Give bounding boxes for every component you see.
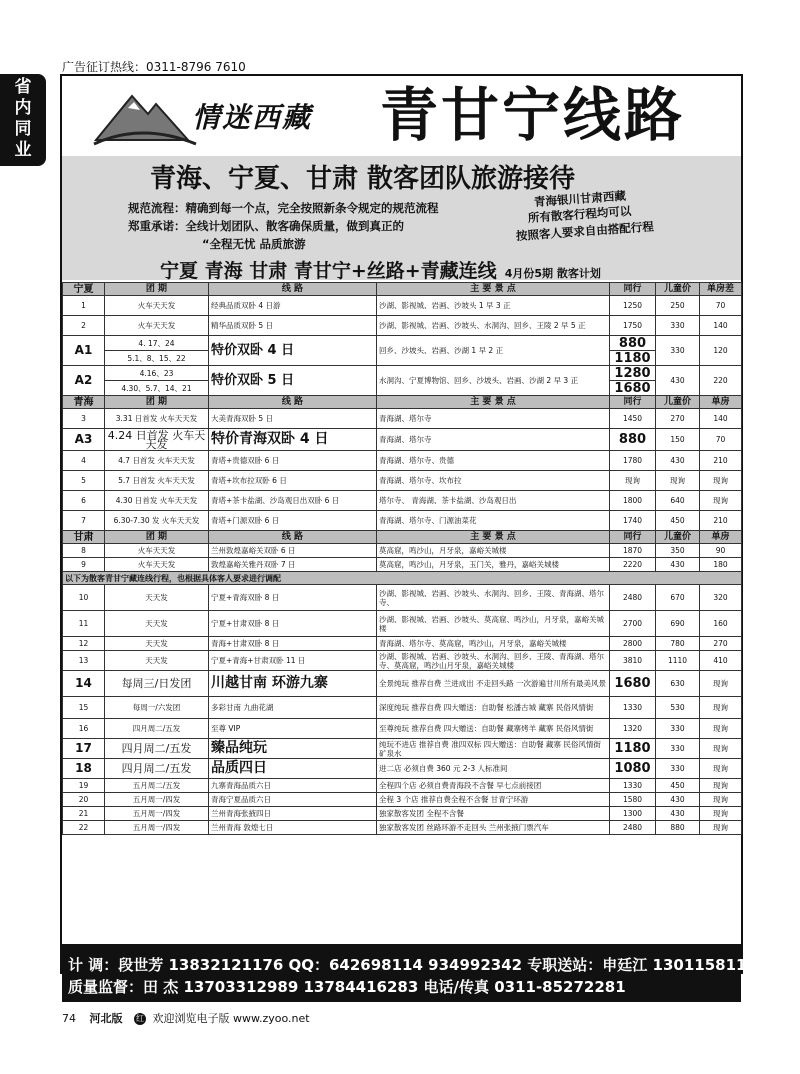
route-sights: 青海湖、塔尔寺、坎布拉 [377, 471, 610, 491]
room-supplement: 现询 [700, 491, 742, 511]
room-supplement: 现询 [700, 779, 742, 793]
promo-subtitle [160, 256, 601, 283]
table-row [63, 719, 742, 739]
route-sights: 全程 3 个店 推荐自费全程不含餐 甘青宁环游 [377, 793, 610, 807]
route-date: 四月周二/五发 [105, 759, 209, 779]
column-header: 同行 [610, 531, 656, 544]
contact-bar [62, 944, 768, 1002]
route-sights: 深度纯玩 推荐自费 四大赠送：自助餐 松潘古城 藏寨 民俗风情街 [377, 697, 610, 719]
route-sights: 莫高窟，鸣沙山，月牙泉，嘉峪关城楼 [377, 544, 610, 558]
table-row [63, 572, 742, 585]
column-header: 线 路 [209, 531, 377, 544]
route-name: 大美青海双卧 5 日 [209, 409, 377, 429]
route-code: 21 [63, 807, 105, 821]
price: 1280 [610, 366, 656, 381]
promo-note: 所有散客行程均可以 [527, 203, 632, 225]
child-price: 430 [656, 558, 700, 572]
routes-table-body [63, 283, 742, 835]
mountain-logo-icon [92, 82, 202, 148]
table-row [63, 366, 742, 381]
route-date: 6.30-7.30 发 火车天天发 [105, 511, 209, 531]
room-supplement: 140 [700, 409, 742, 429]
route-sights: 全程四个店 必须自费青海段不含餐 早七点前接团 [377, 779, 610, 793]
route-name: 特价青海双卧 4 日 [209, 429, 377, 451]
promo-line: “全程无忧 品质旅游 [202, 237, 306, 251]
route-name: 青塔+茶卡盐湖、沙岛观日出双卧 6 日 [209, 491, 377, 511]
route-code: 17 [63, 739, 105, 759]
route-name: 精华品质双卧 5 日 [209, 316, 377, 336]
child-price: 330 [656, 759, 700, 779]
route-name: 宁夏+甘肃双卧 8 日 [209, 611, 377, 637]
route-sights: 青海湖、塔尔寺、门源油菜花 [377, 511, 610, 531]
route-code: A1 [63, 336, 105, 366]
route-date: 四月周二/五发 [105, 719, 209, 739]
route-date: 天天发 [105, 637, 209, 651]
ad-hotline: 广告征订热线：0311-8796 7610 [62, 60, 246, 74]
route-sights: 纯玩不进店 推荐自费 准四双标 四大赠送：自助餐 藏寨 民俗风情街 矿泉水 [377, 739, 610, 759]
column-header: 团 期 [105, 531, 209, 544]
route-date: 5.1、8、15、22 [105, 351, 209, 366]
route-code: 16 [63, 719, 105, 739]
table-row [63, 611, 742, 637]
promo-line: 郑重承诺：全线计划团队、散客确保质量，做到真正的 [128, 219, 404, 233]
route-date: 火车天天发 [105, 558, 209, 572]
promo-subtitle-note: 4月份5期 散客计划 [504, 267, 601, 280]
child-price: 430 [656, 807, 700, 821]
route-name: 青海+甘肃双卧 8 日 [209, 637, 377, 651]
price: 2700 [610, 611, 656, 637]
table-row [63, 779, 742, 793]
route-code: A2 [63, 366, 105, 396]
route-code: 6 [63, 491, 105, 511]
route-sights: 沙湖、影视城、岩画、沙坡头、莫高窟、鸣沙山，月牙泉，嘉峪关城楼 [377, 611, 610, 637]
route-name: 青塔+坎布拉双卧 6 日 [209, 471, 377, 491]
table-row [63, 429, 742, 451]
child-price: 330 [656, 336, 700, 366]
room-supplement: 现询 [700, 719, 742, 739]
route-sights: 进二店 必须自费 360 元 2-3 人标准间 [377, 759, 610, 779]
room-supplement: 现询 [700, 807, 742, 821]
table-row [63, 739, 742, 759]
side-tab-char: 内 [14, 98, 32, 118]
table-row [63, 759, 742, 779]
price: 1800 [610, 491, 656, 511]
table-row [63, 558, 742, 572]
room-supplement: 90 [700, 544, 742, 558]
route-date: 四月周二/五发 [105, 739, 209, 759]
route-date: 每周三/日发团 [105, 671, 209, 697]
route-name: 青塔+贵德双卧 6 日 [209, 451, 377, 471]
room-supplement: 现询 [700, 759, 742, 779]
route-date: 4. 17、24 [105, 336, 209, 351]
route-date: 天天发 [105, 651, 209, 671]
room-supplement: 70 [700, 296, 742, 316]
child-price: 450 [656, 779, 700, 793]
route-code: 1 [63, 296, 105, 316]
price: 1680 [610, 381, 656, 396]
room-supplement: 现询 [700, 671, 742, 697]
price: 1750 [610, 316, 656, 336]
route-date: 五月周一/四发 [105, 821, 209, 835]
child-price: 330 [656, 719, 700, 739]
price: 1180 [610, 351, 656, 366]
child-price: 430 [656, 366, 700, 396]
room-supplement: 140 [700, 316, 742, 336]
room-supplement: 160 [700, 611, 742, 637]
child-price: 690 [656, 611, 700, 637]
route-date: 4.24 日首发 火车天天发 [105, 429, 209, 451]
route-sights: 青海湖、塔尔寺 [377, 409, 610, 429]
table-row [63, 451, 742, 471]
route-code: 4 [63, 451, 105, 471]
price: 1080 [610, 759, 656, 779]
logo [92, 82, 362, 148]
route-name: 宁夏+青海+甘肃双卧 11 日 [209, 651, 377, 671]
table-row [63, 671, 742, 697]
route-sights: 莫高窟，鸣沙山，月牙泉，玉门关，雅丹，嘉峪关城楼 [377, 558, 610, 572]
table-row [63, 511, 742, 531]
price: 880 [610, 336, 656, 351]
route-code: 18 [63, 759, 105, 779]
route-code: 14 [63, 671, 105, 697]
route-sights: 沙湖、影视城、岩画、沙坡头 1 早 3 正 [377, 296, 610, 316]
column-header: 儿童价 [656, 283, 700, 296]
brand-badge-icon: 红 [136, 1014, 144, 1023]
price: 1740 [610, 511, 656, 531]
price: 1250 [610, 296, 656, 316]
table-row [63, 651, 742, 671]
route-sights: 沙湖、影视城、岩画、沙坡头、水洞沟、回乡、王陵、青海湖、塔尔寺、 [377, 585, 610, 611]
price: 1180 [610, 739, 656, 759]
note-row: 以下为散客青甘宁藏连线行程，也根据具体客人要求进行调配 [63, 572, 742, 585]
child-price: 530 [656, 697, 700, 719]
route-name: 品质四日 [209, 759, 377, 779]
footer [62, 1010, 310, 1026]
price: 1780 [610, 451, 656, 471]
route-sights: 青海湖、塔尔寺 [377, 429, 610, 451]
room-supplement: 现询 [700, 697, 742, 719]
table-row [63, 396, 742, 409]
child-price: 270 [656, 409, 700, 429]
price: 1680 [610, 671, 656, 697]
room-supplement: 70 [700, 429, 742, 451]
child-price: 670 [656, 585, 700, 611]
route-name: 臻品纯玩 [209, 739, 377, 759]
table-row [63, 793, 742, 807]
route-sights: 独家散客发团 全程不含餐 [377, 807, 610, 821]
route-name: 兰州青海 敦煌七日 [209, 821, 377, 835]
route-name: 敦煌嘉峪关雅丹双卧 7 日 [209, 558, 377, 572]
price: 1320 [610, 719, 656, 739]
side-tab-char: 业 [14, 140, 32, 160]
price: 现询 [610, 471, 656, 491]
route-name: 经典品质双卧 4 日游 [209, 296, 377, 316]
route-code: 7 [63, 511, 105, 531]
room-supplement: 现询 [700, 821, 742, 835]
route-sights: 沙湖、影视城、岩画、沙坡头、水洞沟、回乡、王陵、青海湖、塔尔寺、莫高窟，鸣沙山月牙泉，嘉峪关城楼 [377, 651, 610, 671]
table-row [63, 409, 742, 429]
table-row [63, 531, 742, 544]
table-row [63, 296, 742, 316]
route-code: 2 [63, 316, 105, 336]
price: 2480 [610, 821, 656, 835]
route-code: 11 [63, 611, 105, 637]
room-supplement: 180 [700, 558, 742, 572]
child-price: 880 [656, 821, 700, 835]
side-tab [0, 74, 46, 166]
route-code: 3 [63, 409, 105, 429]
section-region: 宁夏 [63, 283, 105, 296]
price: 2800 [610, 637, 656, 651]
room-supplement: 270 [700, 637, 742, 651]
route-date: 5.7 日首发 火车天天发 [105, 471, 209, 491]
route-date: 4.16、23 [105, 366, 209, 381]
route-name: 九寨青海品质六日 [209, 779, 377, 793]
column-header: 同行 [610, 283, 656, 296]
routes-table [62, 282, 742, 835]
route-name: 多彩甘南 九曲花湖 [209, 697, 377, 719]
page-number: 74 [62, 1012, 76, 1025]
column-header: 主 要 景 点 [377, 396, 610, 409]
contact-line: 质量监督：田 杰 13703312989 13784416283 电话/传真 0311-85272281 [68, 978, 626, 996]
column-header: 单房差 [700, 283, 742, 296]
route-date: 3.31 日首发 火车天天发 [105, 409, 209, 429]
column-header: 儿童价 [656, 531, 700, 544]
promo-note: 青海银川甘肃西藏 [533, 188, 627, 209]
child-price: 780 [656, 637, 700, 651]
column-header: 同行 [610, 396, 656, 409]
room-supplement: 410 [700, 651, 742, 671]
table-row [63, 585, 742, 611]
promo-banner [62, 156, 741, 280]
route-sights: 回乡、沙坡头、岩画、沙湖 1 早 2 正 [377, 336, 610, 366]
route-code: 13 [63, 651, 105, 671]
route-code: 9 [63, 558, 105, 572]
route-code: 15 [63, 697, 105, 719]
route-name: 至尊 VIP [209, 719, 377, 739]
child-price: 430 [656, 793, 700, 807]
route-name: 宁夏+青海双卧 8 日 [209, 585, 377, 611]
route-date: 4.30、5.7、14、21 [105, 381, 209, 396]
table-row [63, 821, 742, 835]
page-title: 青甘宁线路 [380, 81, 686, 149]
table-row [63, 283, 742, 296]
route-date: 火车天天发 [105, 296, 209, 316]
route-code: 8 [63, 544, 105, 558]
promo-title: 青海、宁夏、甘肃 散客团队旅游接待 [150, 164, 576, 194]
column-header: 线 路 [209, 396, 377, 409]
route-name: 特价双卧 5 日 [209, 366, 377, 396]
child-price: 450 [656, 511, 700, 531]
route-date: 每周一/六发团 [105, 697, 209, 719]
child-price: 330 [656, 316, 700, 336]
route-sights: 全景纯玩 推荐自费 兰进成出 不走回头路 一次游遍甘川所有最美风景 [377, 671, 610, 697]
room-supplement: 220 [700, 366, 742, 396]
route-date: 天天发 [105, 611, 209, 637]
route-code: 20 [63, 793, 105, 807]
route-name: 川越甘南 环游九寨 [209, 671, 377, 697]
column-header: 主 要 景 点 [377, 531, 610, 544]
route-name: 兰州青海张掖四日 [209, 807, 377, 821]
ad-header [62, 76, 741, 156]
route-code: 12 [63, 637, 105, 651]
room-supplement: 现询 [700, 471, 742, 491]
column-header: 单房 [700, 396, 742, 409]
contact-line: 计 调：段世芳 13832121176 QQ：642698114 934992342 专职送站：申廷江 13011581109 [68, 956, 768, 974]
column-header: 线 路 [209, 283, 377, 296]
table-row [63, 336, 742, 351]
child-price: 1110 [656, 651, 700, 671]
route-sights: 塔尔寺、 青海湖、茶卡盐湖、沙岛观日出 [377, 491, 610, 511]
child-price: 640 [656, 491, 700, 511]
route-date: 火车天天发 [105, 544, 209, 558]
column-header: 单房 [700, 531, 742, 544]
route-date: 五月周二/五发 [105, 779, 209, 793]
route-date: 五月周一/四发 [105, 807, 209, 821]
price: 2480 [610, 585, 656, 611]
logo-text: 情迷西藏 [192, 101, 313, 134]
route-code: A3 [63, 429, 105, 451]
route-date: 天天发 [105, 585, 209, 611]
room-supplement: 现询 [700, 739, 742, 759]
child-price: 330 [656, 739, 700, 759]
price: 2220 [610, 558, 656, 572]
price: 880 [610, 429, 656, 451]
table-row [63, 471, 742, 491]
column-header: 主 要 景 点 [377, 283, 610, 296]
table-row [63, 491, 742, 511]
room-supplement: 120 [700, 336, 742, 366]
table-row [63, 637, 742, 651]
column-header: 团 期 [105, 396, 209, 409]
price: 1330 [610, 779, 656, 793]
price: 1580 [610, 793, 656, 807]
price: 3810 [610, 651, 656, 671]
room-supplement: 现询 [700, 793, 742, 807]
child-price: 250 [656, 296, 700, 316]
child-price: 630 [656, 671, 700, 697]
route-code: 19 [63, 779, 105, 793]
promo-line: 规范流程：精确到每一个点，完全按照新条令规定的规范流程 [128, 201, 439, 215]
route-sights: 独家散客发团 丝路环游不走回头 兰州张掖门票汽车 [377, 821, 610, 835]
route-date: 4.7 日首发 火车天天发 [105, 451, 209, 471]
route-sights: 青海湖、塔尔寺、贵德 [377, 451, 610, 471]
route-name: 特价双卧 4 日 [209, 336, 377, 366]
child-price: 430 [656, 451, 700, 471]
child-price: 现询 [656, 471, 700, 491]
route-date: 五月周一/四发 [105, 793, 209, 807]
section-region: 青海 [63, 396, 105, 409]
column-header: 团 期 [105, 283, 209, 296]
route-code: 5 [63, 471, 105, 491]
route-date: 火车天天发 [105, 316, 209, 336]
room-supplement: 320 [700, 585, 742, 611]
footer-text: 欢迎浏览电子版 www.zyoo.net [152, 1012, 310, 1025]
route-sights: 沙湖、影视城、岩画、沙坡头、水洞沟、回乡、王陵 2 早 5 正 [377, 316, 610, 336]
section-region: 甘肃 [63, 531, 105, 544]
side-tab-char: 省 [14, 77, 32, 97]
room-supplement: 210 [700, 511, 742, 531]
room-supplement: 210 [700, 451, 742, 471]
child-price: 150 [656, 429, 700, 451]
promo-note: 按照客人要求自由搭配行程 [515, 219, 655, 243]
price: 1330 [610, 697, 656, 719]
price: 1300 [610, 807, 656, 821]
route-code: 22 [63, 821, 105, 835]
column-header: 儿童价 [656, 396, 700, 409]
route-code: 10 [63, 585, 105, 611]
route-sights: 青海湖、塔尔寺、莫高窟，鸣沙山，月牙泉，嘉峪关城楼 [377, 637, 610, 651]
route-sights: 至尊纯玩 推荐自费 四大赠送：自助餐 藏寨烤羊 藏寨 民俗风情街 [377, 719, 610, 739]
edition: 河北版 [89, 1012, 123, 1025]
promo-subtitle-text: 宁夏 青海 甘肃 青甘宁+丝路+青藏连线 [160, 260, 497, 282]
table-row [63, 316, 742, 336]
route-date: 4.30 日首发 火车天天发 [105, 491, 209, 511]
route-sights: 水洞沟、宁夏博物馆、回乡、沙坡头、岩画、沙湖 2 早 3 正 [377, 366, 610, 396]
route-name: 青塔+门源双卧 6 日 [209, 511, 377, 531]
route-name: 兰州敦煌嘉峪关双卧 6 日 [209, 544, 377, 558]
child-price: 350 [656, 544, 700, 558]
route-name: 青海宁夏品质六日 [209, 793, 377, 807]
side-tab-char: 同 [14, 119, 32, 139]
table-row [63, 697, 742, 719]
table-row [63, 544, 742, 558]
price: 1870 [610, 544, 656, 558]
price: 1450 [610, 409, 656, 429]
table-row [63, 807, 742, 821]
